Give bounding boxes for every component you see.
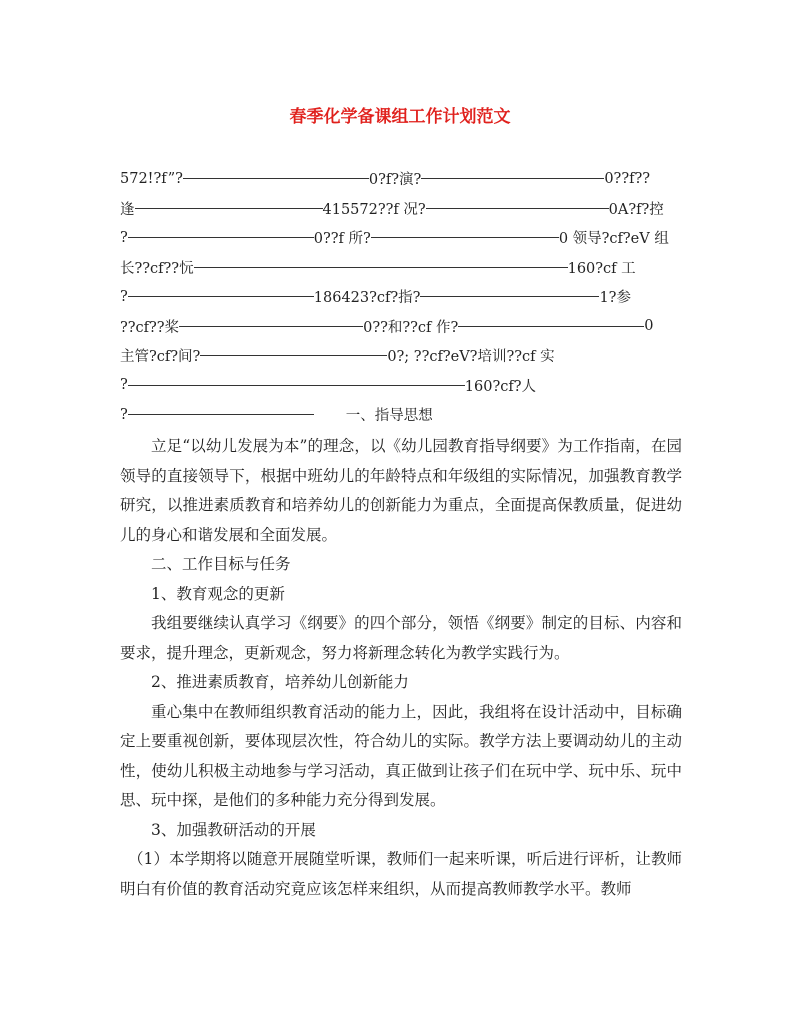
- underline-rule: [135, 208, 323, 209]
- garbled-line: [120, 371, 690, 401]
- garbled-line: [120, 164, 690, 194]
- paragraph: 立足“以幼儿发展为本”的理念，以《幼儿园教育指导纲要》为工作指南，在园领导的直接领导下，根据中班幼儿的年龄特点和年级组的实际情况，加强教育教学研究，以推进素质教育和培养幼儿的创新能力为重点，全面提高保教质量，促进幼儿的身心和谐发展和全面发展。: [120, 437, 682, 544]
- garbled-text: 0??f??: [604, 170, 651, 187]
- paragraph: 我组要继续认真学习《纲要》的四个部分，领悟《纲要》制定的目标、内容和要求，提升理念，更新观念，努力将新理念转化为教学实践行为。: [120, 614, 682, 662]
- underline-rule: [128, 296, 314, 297]
- garbled-text: 160?cf?人: [464, 378, 536, 395]
- document-title: 春季化学备课组工作计划范文: [289, 107, 511, 127]
- underline-rule: [128, 237, 314, 238]
- garbled-text: ?: [120, 288, 128, 305]
- garbled-text: ?: [120, 406, 128, 423]
- garbled-text: 160?cf 工: [567, 260, 636, 277]
- subsection-heading: 2、推进素质教育，培养幼儿创新能力: [151, 673, 409, 691]
- section-heading: 一、指导思想: [345, 408, 433, 425]
- underline-rule: [179, 326, 363, 327]
- garbled-text: 0A?f?控: [608, 201, 664, 218]
- underline-rule: [128, 414, 314, 415]
- garbled-form-block: [120, 164, 690, 430]
- document-body: [120, 432, 682, 904]
- garbled-text: 逢: [120, 201, 135, 218]
- underline-rule: [458, 326, 644, 327]
- garbled-text: ??cf??桨: [120, 319, 180, 336]
- garbled-line: [120, 341, 690, 371]
- garbled-text: 0??和??cf 作?: [363, 319, 459, 336]
- garbled-text: 572!?f”?: [120, 170, 183, 187]
- garbled-line: [120, 282, 690, 312]
- underline-rule: [420, 296, 599, 297]
- garbled-text: 1?参: [599, 290, 631, 307]
- underline-rule: [128, 385, 465, 386]
- underline-rule: [194, 267, 568, 268]
- section-heading: 二、工作目标与任务: [151, 555, 291, 573]
- garbled-text: 0?f?演?: [368, 172, 422, 189]
- garbled-line: [120, 223, 690, 253]
- underline-rule: [426, 208, 609, 209]
- garbled-line: [120, 312, 690, 342]
- underline-rule: [371, 237, 559, 238]
- garbled-text: 0?; ??cf?eV?培训??cf 实: [387, 349, 555, 366]
- garbled-line: [120, 400, 690, 430]
- paragraph: （1）本学期将以随意开展随堂听课，教师们一起来听课，听后进行评析，让教师明白有价值的教育活动究竟应该怎样来组织，从而提高教师教学水平。教师: [120, 850, 682, 898]
- subsection-heading: 3、加强教研活动的开展: [151, 820, 316, 839]
- garbled-text: 0??f 所?: [313, 231, 371, 248]
- garbled-text: 主管?cf?间?: [120, 349, 201, 366]
- garbled-text: 186423?cf?指?: [313, 290, 421, 307]
- garbled-text: ?: [120, 229, 128, 246]
- garbled-line: [120, 194, 690, 224]
- underline-rule: [421, 178, 604, 179]
- underline-rule: [200, 355, 387, 356]
- garbled-text: 0 领导?cf?eV 组: [558, 231, 669, 248]
- garbled-line: [120, 253, 690, 283]
- underline-rule: [183, 178, 369, 179]
- paragraph: 重心集中在教师组织教育活动的能力上，因此，我组将在设计活动中，目标确定上要重视创新，要体现层次性，符合幼儿的实际。教学方法上要调动幼儿的主动性，使幼儿积极主动地参与学习活动，真正做到让孩子们在玩中学、玩中乐、玩中思、玩中探，是他们的多种能力充分得到发展。: [120, 702, 682, 809]
- garbled-text: ?: [120, 377, 128, 394]
- garbled-text: 415572??f 况?: [322, 201, 426, 218]
- garbled-text: 0: [644, 318, 654, 335]
- subsection-heading: 1、教育观念的更新: [151, 584, 285, 603]
- garbled-text: 长??cf??忨: [120, 260, 194, 277]
